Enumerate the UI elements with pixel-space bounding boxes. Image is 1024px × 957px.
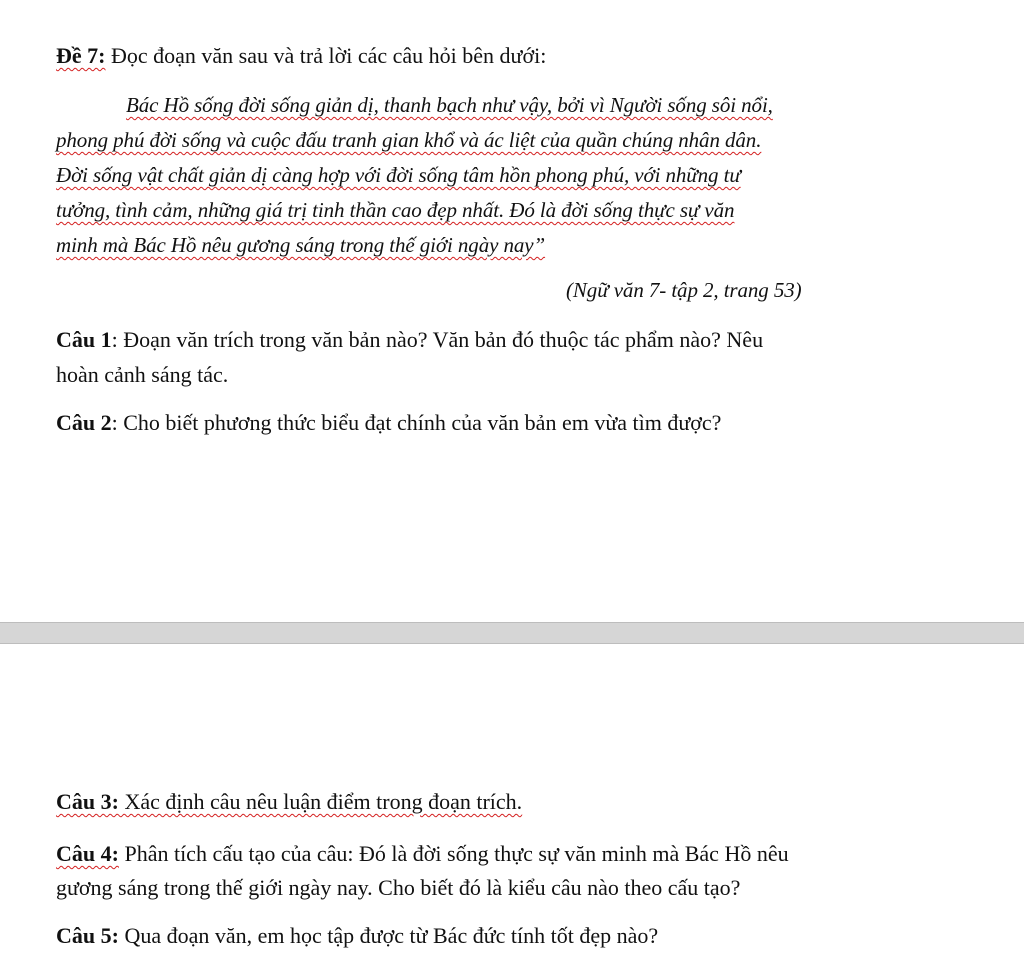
page-break-separator [0,622,1024,644]
question-4-line [56,840,789,868]
document-page-2 [0,644,1024,957]
question-3 [56,788,522,816]
question-4-line: gương sáng trong thế giới ngày nay. Cho biết đó là kiểu câu nào theo cấu tạo? [56,875,741,900]
question-2 [56,409,721,437]
passage-line: Bác Hồ sống đời sống giản dị, thanh bạch như vậy, bởi vì Người sống sôi nổi, [126,93,773,117]
question-2-label: Câu 2 [56,410,112,435]
exercise-heading [56,42,546,70]
passage-line: phong phú đời sống và cuộc đấu tranh gian khổ và ác liệt của quần chúng nhân dân. [56,128,762,152]
exercise-label: Đề 7: [56,43,106,68]
question-1-text: : Đoạn văn trích trong văn bản nào? Văn bản đó thuộc tác phẩm nào? Nêu [111,327,764,352]
question-1-line: hoàn cảnh sáng tác. [56,362,229,387]
passage-line: tưởng, tình cảm, những giá trị tinh thần cao đẹp nhất. Đó là đời sống thực sự văn [56,198,735,222]
question-3-text: Xác định câu nêu luận điểm trong đoạn trích. [118,789,523,814]
passage-line: Đời sống vật chất giản dị càng hợp với đời sống tâm hồn phong phú, với những tư [56,163,741,187]
question-1-label: Câu 1 [56,327,112,352]
question-1-line [56,326,763,354]
question-4-label: Câu 4: [56,841,119,866]
passage-citation: (Ngữ văn 7- tập 2, trang 53) [566,278,802,302]
question-5-text: Qua đoạn văn, em học tập được từ Bác đức tính tốt đẹp nào? [118,923,659,948]
question-3-label: Câu 3: [56,789,119,814]
question-5-label: Câu 5: [56,923,119,948]
exercise-instruction: Đọc đoạn văn sau và trả lời các câu hỏi bên dưới: [105,43,547,68]
question-5 [56,922,658,950]
question-4-text: Phân tích cấu tạo của câu: Đó là đời sống thực sự văn minh mà Bác Hồ nêu [118,841,789,866]
passage-line: minh mà Bác Hồ nêu gương sáng trong thế giới ngày nay” [56,233,546,257]
question-2-text: : Cho biết phương thức biểu đạt chính của văn bản em vừa tìm được? [111,410,722,435]
